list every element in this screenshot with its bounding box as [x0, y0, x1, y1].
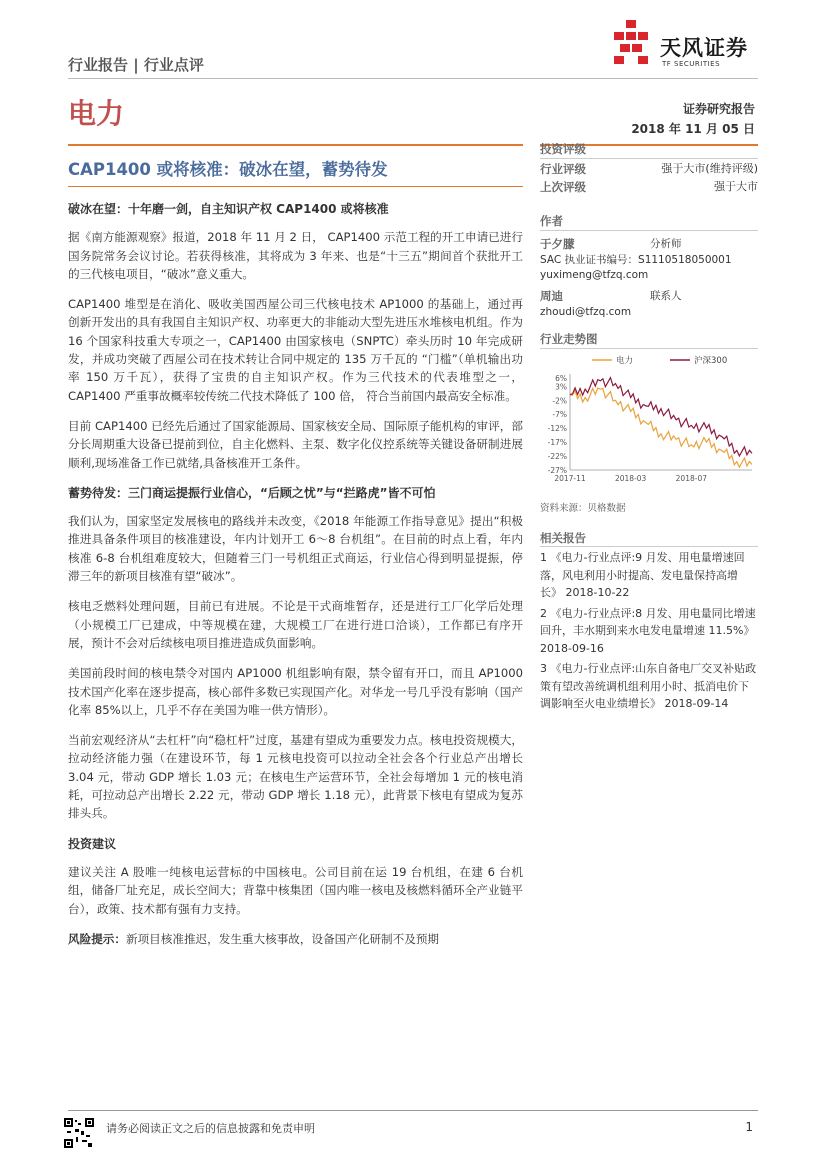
report-type: 证券研究报告 [682, 102, 755, 116]
author-section [540, 213, 758, 229]
author1-role: 分析师 [650, 238, 682, 250]
related-report-2[interactable]: 2 《电力-行业点评:8 月发、用电量同比增速回升，丰水期到来水电发电量增速 11.5%》 2018-09-16 [540, 606, 756, 655]
header-divider [68, 78, 758, 79]
paragraph-4: 我们认为，国家坚定发展核电的路线并未改变，《2018 年能源工作指导意见》提出“积极推进具备条件项目的核准建设，年内计划开工 6～8 台机组”。在目前的时点上看，年内核准 6-8 台机组难度较大，但随着三门一号机组正式商运，行业信心得到明显提振，停滞三年的新项目核准有望“破冰”。 [68, 514, 523, 584]
paragraph-5: 核电乏燃料处理问题，目前已有进展。不论是干式商堆暂存，还是进行工厂化学后处理（小规模工厂已建成，中等规模在建，大规模工厂在进行进口洽谈），工作都已有序开展，预计不会对后续核电项目推进造成负面影响。 [68, 599, 523, 650]
section-heading-3: 投资建议 [68, 836, 117, 851]
prev-rating-label: 上次评级 [540, 180, 586, 194]
related-divider [540, 546, 758, 547]
related-report-3[interactable]: 3 《电力-行业点评:山东自备电厂交叉补贴政策有望改善统调机组利用小时、抵消电价下调影响至火电业绩增长》 2018-09-14 [540, 662, 757, 710]
paragraph-3: 目前 CAP1400 已经先后通过了国家能源局、国家核安全局、国际原子能机构的审评，部分长周期重大设备已提前到位，自主化燃料、主泵、数字化仪控系统等关键设备研制进展顺利,现场准备工作已就绪,具备核准开工条件。 [68, 418, 523, 470]
y-tick-label: -7% [552, 410, 567, 420]
legend-label: 沪深300 [694, 356, 728, 366]
y-tick-label: 6% [555, 374, 567, 383]
paragraph-6: 美国前段时间的核电禁令对国内 AP1000 机组影响有限，禁令留有开口，而且 AP1000 技术国产化率在逐步提高，核心部件多数已实现国产化。对华龙一号几乎没有影响（国产化率 85%以上，几乎不存在美国为唯一供方情形）。 [68, 666, 523, 717]
author1-email[interactable]: yuximeng@tfzq.com [540, 269, 649, 281]
x-tick-label: 2018-03 [614, 474, 647, 483]
y-tick-label: -22% [547, 452, 567, 462]
rating-rows [540, 160, 758, 196]
title-underline [68, 186, 523, 187]
y-tick-label: -2% [552, 396, 567, 406]
footer-disclaimer[interactable]: 请务必阅读正文之后的信息披露和免责申明 [106, 1122, 315, 1135]
chart-section [540, 331, 758, 347]
related-section [540, 530, 758, 546]
section-heading-2: 蓄势待发：三门商运提振行业信心，“后顾之忧”与“拦路虎”皆不可怕 [68, 485, 436, 500]
related-heading: 相关报告 [540, 531, 586, 545]
author2-email[interactable]: zhoudi@tfzq.com [540, 306, 632, 318]
qr-code-icon [64, 1118, 94, 1148]
y-tick-label: -17% [547, 438, 567, 448]
logo-mark-icon [612, 20, 658, 70]
legend-label: 电力 [616, 356, 634, 366]
industry-name: 电力 [68, 97, 125, 130]
rating-label: 行业评级 [540, 162, 586, 176]
chart-source: 资料来源：贝格数据 [540, 503, 626, 514]
related-list [540, 549, 758, 716]
paragraph-7: 当前宏观经济从“去杠杆”向“稳杠杆”过度，基建有望成为重要发力点。核电投资规模大，拉动经济能力强（在建设环节，每 1 元核电投资可以拉动全社会各个行业总产出增长 3.04 元，带动 GDP 增长 1.03 元；在核电生产运营环节，全社会每增加 1 元的核电消耗，可拉动总产出增长 2.22 元，带动 GDP 增长 1.18 元），此背景下核电有望成为复苏排头兵。 [68, 733, 523, 821]
x-tick-label: 2018-07 [675, 474, 708, 483]
company-logo [612, 20, 762, 72]
title-divider [68, 144, 523, 146]
logo-text-en: TF SECURITIES [662, 60, 721, 68]
report-title: CAP1400 或将核准：破冰在望，蓄势待发 [68, 160, 388, 179]
chart-heading: 行业走势图 [540, 332, 598, 346]
section-heading-1: 破冰在望：十年磨一剑，自主知识产权 CAP1400 或将核准 [68, 202, 389, 216]
author1-name: 于夕朦 [540, 237, 575, 251]
author2-name: 周迪 [540, 289, 563, 303]
rating-value: 强于大市(维持评级) [661, 162, 758, 175]
paragraph-1: 据《南方能源观察》报道，2018 年 11 月 2 日， CAP1400 示范工程的开工申请已进行国务院常务会议讨论。若获得核准，其将成为 3 年来、也是“十三五”期间首个获批开工的三代核电项目，“破冰”意义重大。 [68, 230, 523, 281]
x-tick-label: 2017-11 [554, 474, 586, 483]
y-tick-label: 3% [555, 382, 567, 392]
y-tick-label: -12% [547, 424, 567, 434]
author2-role: 联系人 [650, 290, 682, 302]
report-category: 行业报告 | 行业点评 [68, 56, 204, 74]
author-list [540, 235, 758, 320]
author-heading: 作者 [540, 214, 563, 228]
chart-divider [540, 348, 758, 349]
logo-text-cn: 天风证券 [660, 36, 748, 60]
risk-text: 新项目核准推迟，发生重大核事故，设备国产化研制不及预期 [125, 931, 440, 946]
series-line-power [570, 388, 752, 467]
paragraph-8: 建议关注 A 股唯一纯核电运营标的中国核电。公司目前在运 19 台机组，在建 6 台机组，储备厂址充足，成长空间大；背靠中核集团（国内唯一核电及核燃料循环全产业链平台），政策、技术都有强有力支持。 [68, 864, 523, 916]
risk-note [68, 930, 523, 948]
risk-label: 风险提示： [68, 931, 126, 946]
industry-trend-chart [540, 350, 758, 490]
report-date: 2018 年 11 月 05 日 [631, 122, 755, 136]
rating-section [540, 141, 758, 157]
related-report-1[interactable]: 1 《电力-行业点评:9 月发、用电量增速回落，风电利用小时提高、发电量保持高增长》 2018-10-22 [540, 551, 745, 599]
y-tick-label: -27% [547, 466, 567, 475]
paragraph-2: CAP1400 堆型是在消化、吸收美国西屋公司三代核电技术 AP1000 的基础上，通过再创新开发出的具有我国自主知识产权、功率更大的非能动大型先进压水堆核电机组。作为 16 个国家科技重大专项之一，CAP1400 由国家核电（SNPTC）牵头历时 10 年完成研发，并成功突破了西屋公司在技术转让合同中规定的 135 万千瓦的 “门槛”（单机输出功率 150 万千瓦），获得了宝贵的自主知识产权。作为三代技术的代表堆型之一，CAP1400 严重事故概率较传统二代技术降低了 100 倍， 符合当前国内最高安全标准。 [68, 297, 523, 403]
author-divider [540, 230, 758, 231]
rating-heading: 投资评级 [540, 142, 586, 156]
prev-rating-value: 强于大市 [714, 180, 758, 193]
footer-divider [68, 1110, 758, 1111]
main-content [68, 200, 523, 960]
page-number: 1 [745, 1120, 753, 1134]
author1-cert: SAC 执业证书编号：S1110518050001 [540, 254, 732, 266]
rating-divider [540, 158, 758, 159]
